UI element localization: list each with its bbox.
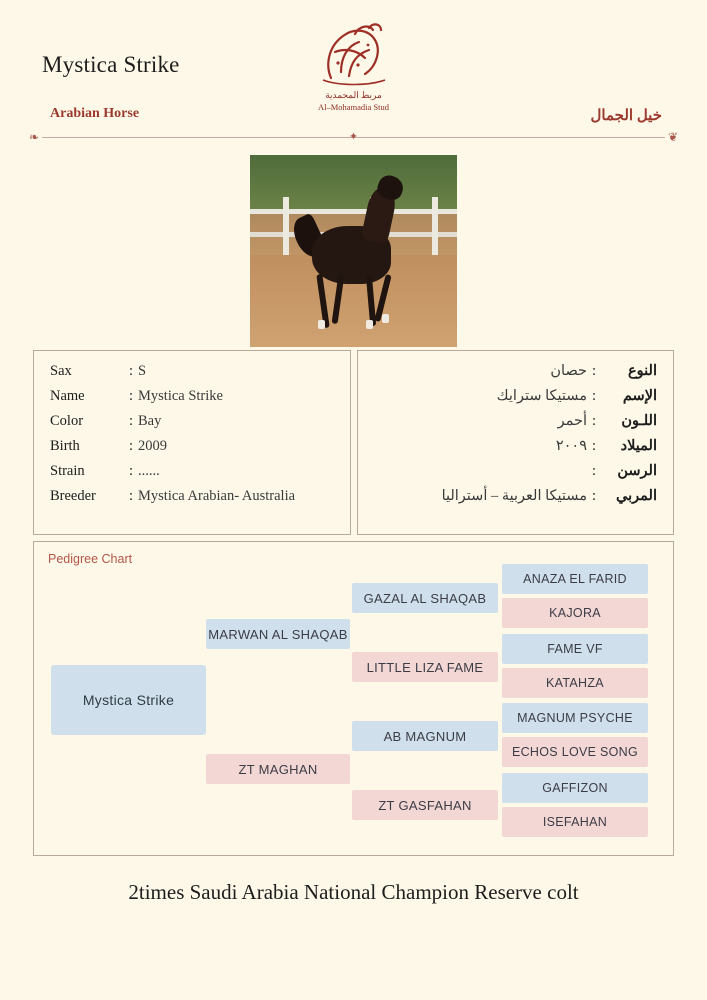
detail-label-ar: اللـون (621, 413, 657, 429)
photo-horse-white-sock (318, 320, 325, 329)
detail-separator: : (128, 413, 134, 429)
horse-photo (250, 155, 457, 347)
detail-label-ar: الإسم (622, 388, 657, 404)
photo-horse-white-sock (382, 314, 389, 323)
pedigree-node-gen3-1: ANAZA EL FARID (502, 564, 648, 594)
photo-background-trees (250, 155, 457, 213)
detail-value-ar: مستيكا العربية – أستراليا (441, 488, 587, 504)
detail-row-color-ar (374, 413, 657, 438)
pedigree-node-gen2-4: ZT GASFAHAN (352, 790, 498, 820)
breed-label: Arabian Horse (50, 106, 140, 121)
detail-separator: : (591, 463, 597, 479)
detail-separator: : (128, 388, 134, 404)
pedigree-node-gen2-1: GAZAL AL SHAQAB (352, 583, 498, 613)
detail-separator: : (591, 388, 597, 404)
detail-value-ar: ٢٠٠٩ (555, 438, 587, 454)
detail-row-color (50, 413, 334, 438)
photo-fence-rail-top (250, 209, 457, 214)
calligraphy-logo-icon (311, 16, 397, 88)
details-panel-arabic (357, 350, 674, 535)
detail-row-strain-ar (374, 463, 657, 488)
detail-value: Mystica Strike (138, 388, 223, 404)
ornament-right-icon: ❦ (667, 130, 679, 144)
pedigree-node-gen2-2: LITTLE LIZA FAME (352, 652, 498, 682)
detail-row-breeder (50, 488, 334, 513)
detail-separator: : (128, 438, 134, 454)
detail-label-ar: المربي (616, 488, 657, 504)
pedigree-chart (33, 541, 674, 856)
document-header (0, 0, 707, 144)
detail-row-strain (50, 463, 334, 488)
detail-label: Birth (50, 438, 80, 454)
detail-separator: : (128, 463, 134, 479)
photo-horse-white-sock (366, 320, 373, 329)
detail-label: Sax (50, 363, 72, 379)
pedigree-node-gen3-4: KATAHZA (502, 668, 648, 698)
detail-value: 2009 (138, 438, 167, 454)
achievement-caption: 2times Saudi Arabia National Champion Reserve colt (128, 880, 579, 904)
detail-label: Breeder (50, 488, 96, 504)
detail-separator: : (128, 488, 134, 504)
details-panel-english (33, 350, 351, 535)
arabic-header-label: خيل الجمال (590, 108, 662, 124)
photo-fence-post (283, 197, 289, 262)
ornament-left-icon: ❧ (28, 130, 40, 144)
detail-value: Bay (138, 413, 162, 429)
detail-separator: : (591, 488, 597, 504)
detail-row-birth (50, 438, 334, 463)
detail-row-name-ar (374, 388, 657, 413)
detail-value-ar: حصان (550, 363, 587, 379)
pedigree-node-gen3-5: MAGNUM PSYCHE (502, 703, 648, 733)
detail-row-type-ar (374, 363, 657, 388)
detail-value-ar: أحمر (557, 413, 587, 429)
header-divider (28, 130, 679, 144)
pedigree-node-gen3-7: GAFFIZON (502, 773, 648, 803)
stud-logo (0, 16, 707, 112)
detail-label: Color (50, 413, 84, 429)
detail-separator: : (591, 363, 597, 379)
detail-row-birth-ar (374, 438, 657, 463)
photo-fence-post (432, 197, 438, 262)
detail-label-ar: الرسن (617, 463, 657, 479)
detail-label: Name (50, 388, 85, 404)
detail-label-ar: الميلاد (620, 438, 657, 454)
detail-label-ar: النوع (628, 363, 657, 379)
detail-separator: : (128, 363, 134, 379)
pedigree-node-gen3-6: ECHOS LOVE SONG (502, 737, 648, 767)
detail-separator: : (591, 413, 597, 429)
pedigree-node-gen2-3: AB MAGNUM (352, 721, 498, 751)
pedigree-node-gen3-3: FAME VF (502, 634, 648, 664)
pedigree-node-sire: MARWAN AL SHAQAB (206, 619, 350, 649)
detail-value: S (138, 363, 147, 379)
detail-row-sax (50, 363, 334, 388)
detail-value: ...... (138, 463, 160, 479)
detail-value-ar: مستيكا سترايك (496, 388, 587, 404)
pedigree-node-subject: Mystica Strike (51, 665, 206, 735)
pedigree-node-dam: ZT MAGHAN (206, 754, 350, 784)
detail-row-breeder-ar (374, 488, 657, 513)
detail-value: Mystica Arabian- Australia (138, 488, 296, 504)
logo-arabic-text: مربط المحمدية (325, 90, 382, 100)
page-title: Mystica Strike (42, 52, 180, 77)
pedigree-chart-title: Pedigree Chart (48, 552, 133, 566)
pedigree-node-gen3-8: ISEFAHAN (502, 807, 648, 837)
detail-separator: : (591, 438, 597, 454)
pedigree-node-gen3-2: KAJORA (502, 598, 648, 628)
logo-english-text: Al–Mohamadia Stud (317, 102, 390, 112)
detail-row-name (50, 388, 334, 413)
ornament-center-icon: ✦ (348, 131, 359, 143)
detail-label: Strain (50, 463, 85, 479)
